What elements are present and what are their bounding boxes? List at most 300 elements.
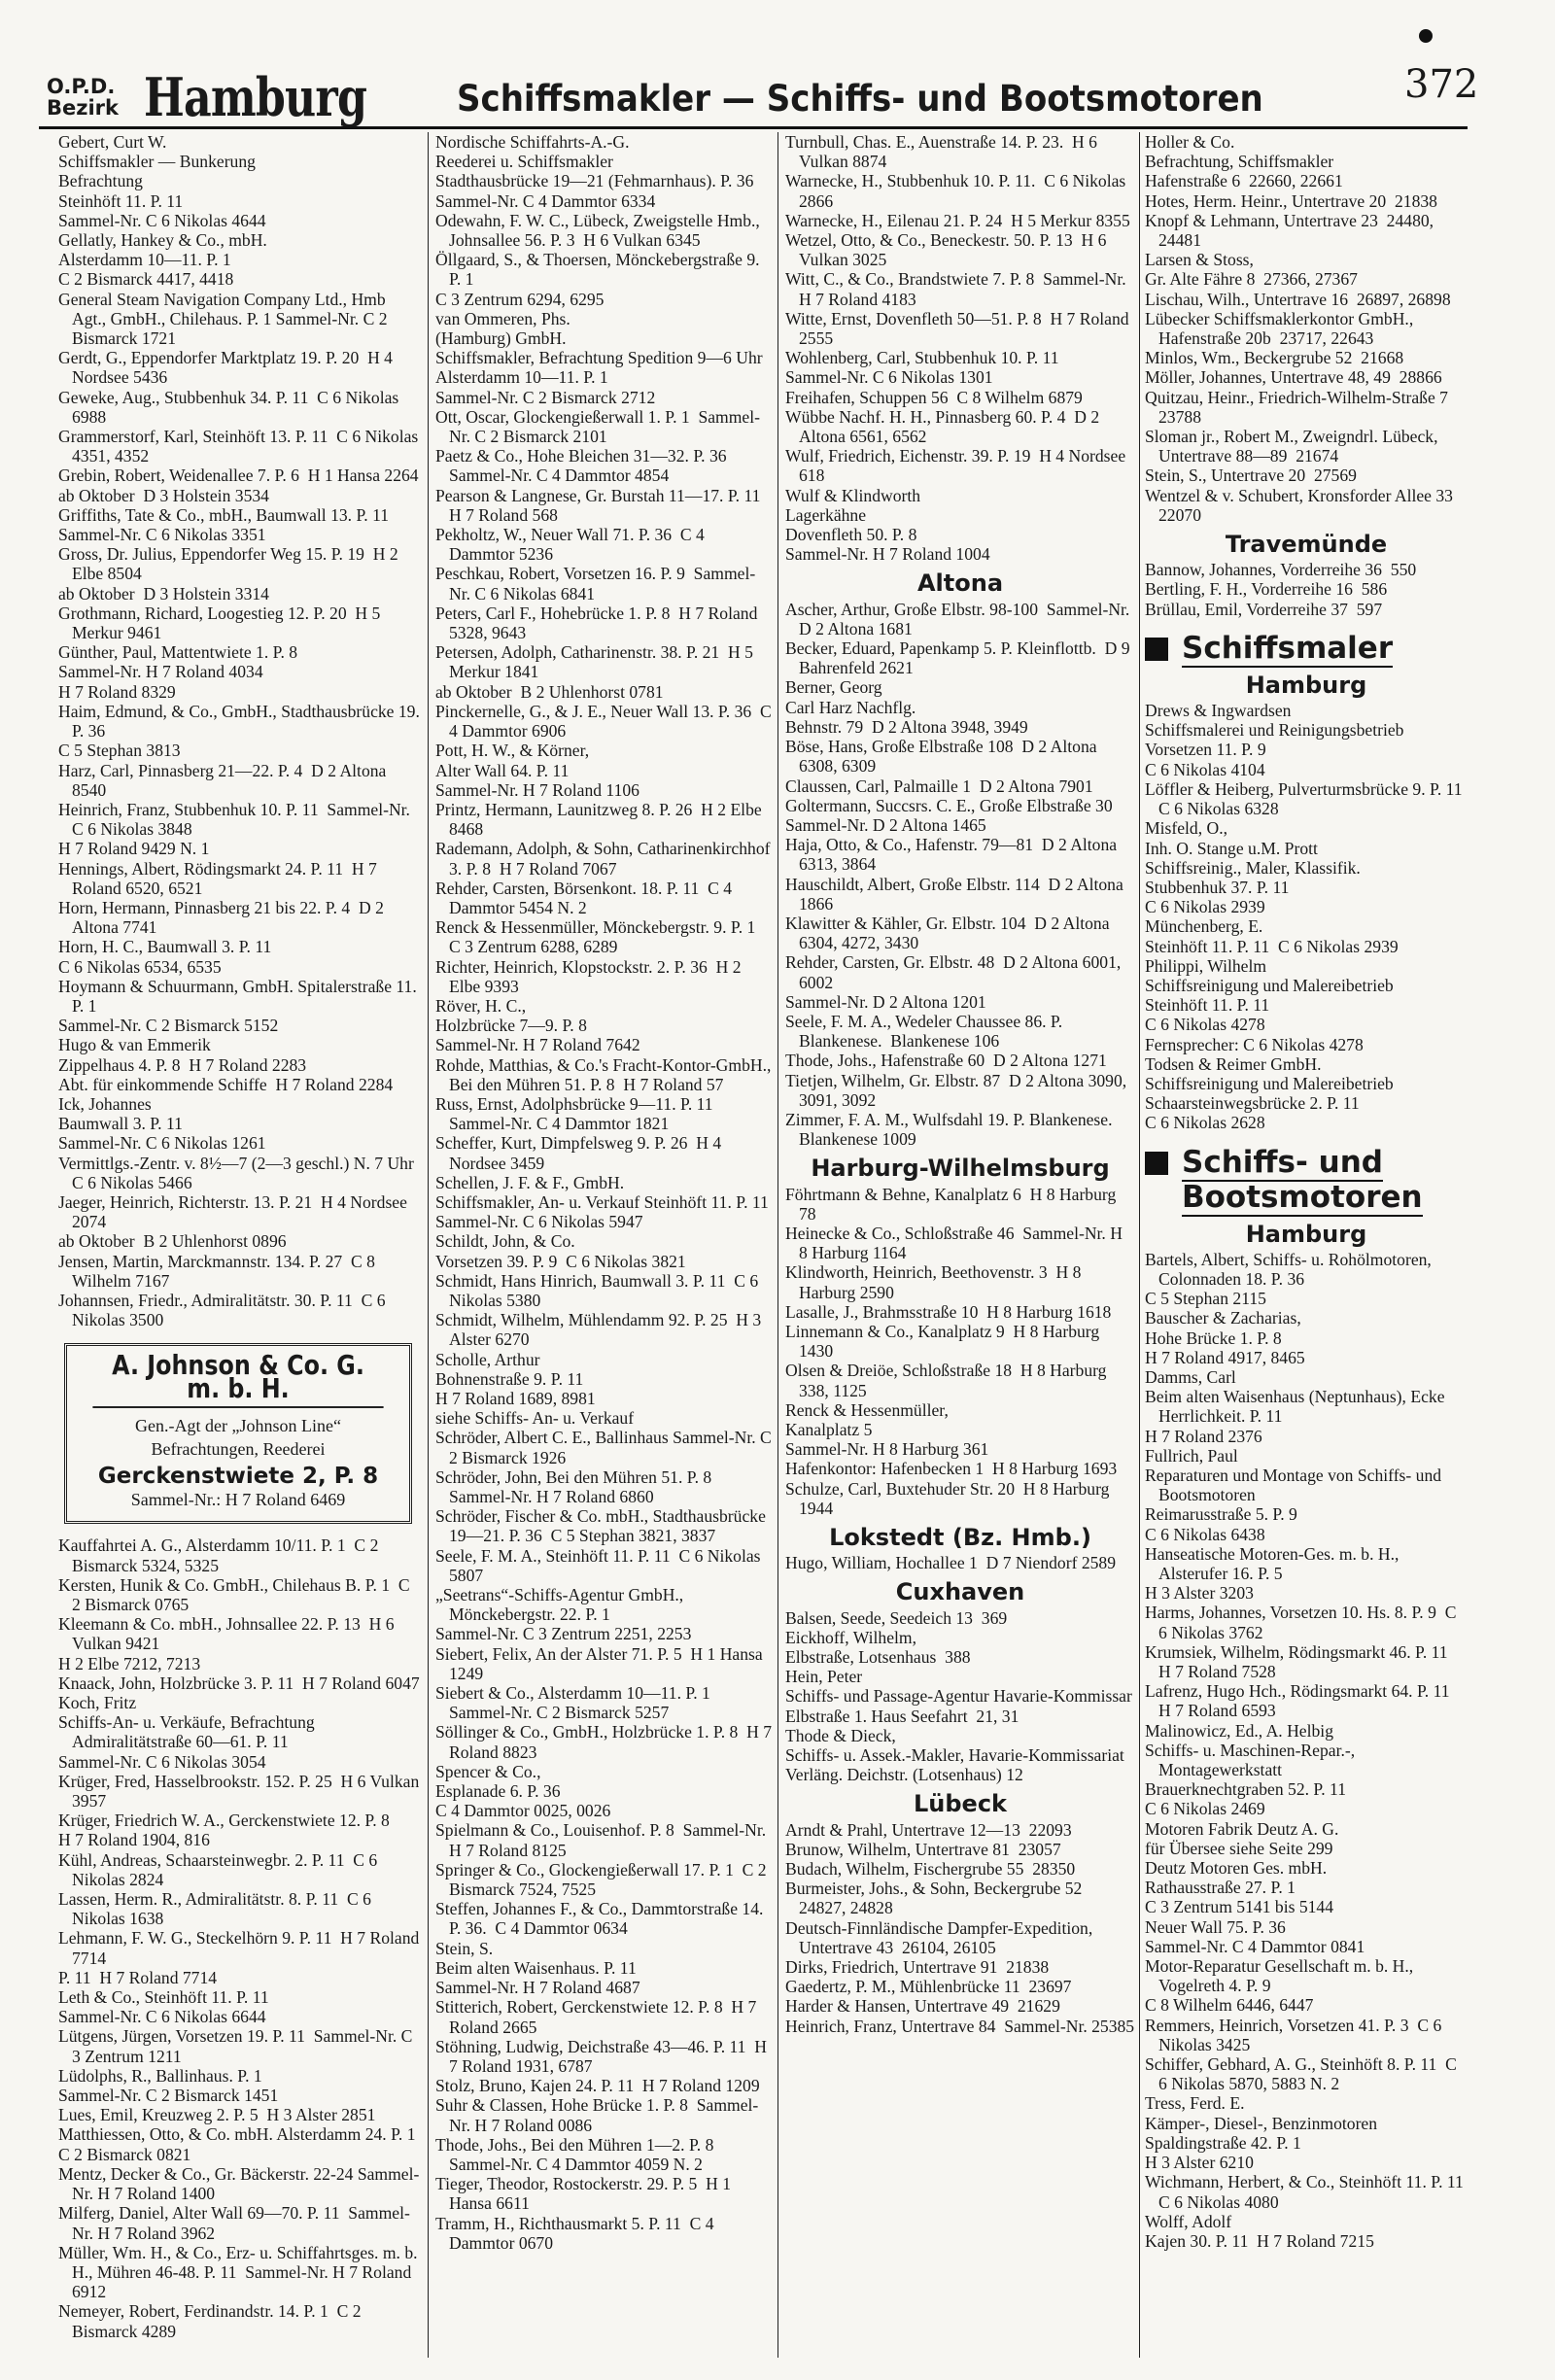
directory-entry: Zimmer, F. A. M., Wulfsdahl 19. P. Blankenese. Blankenese 1009 (785, 1109, 1122, 1150)
directory-entry: ab Oktober D 3 Holstein 3314 (58, 583, 269, 604)
directory-entry: Seele, F. M. A., Wedeler Chaussee 86. P. Blankenese. Blankenese 106 (785, 1011, 1067, 1052)
directory-entry: „Seetrans“-Schiffs-Agentur GmbH., Mönckebergstr. 22. P. 1 (435, 1585, 688, 1625)
directory-entry: Steffen, Johannes F., & Co., Dammtorstraße 14. P. 36. C 4 Dammtor 0634 (435, 1899, 768, 1939)
section-title: Bootsmotoren (1182, 1179, 1423, 1215)
directory-entry: Fernsprecher: C 6 Nikolas 4278 (1145, 1034, 1364, 1054)
directory-entry: Berner, Georg (785, 677, 882, 698)
city-heading-lokstedt: Lokstedt (Bz. Hmb.) (829, 1524, 1091, 1552)
opd-label: O.P.D. (47, 75, 116, 98)
directory-entry: Damms, Carl (1145, 1366, 1236, 1387)
directory-entry: Tramm, H., Richthausmarkt 5. P. 11 C 4 Dammtor 0670 (435, 2213, 718, 2253)
column-1 (58, 132, 425, 2367)
directory-entry: Sammel-Nr. H 7 Roland 1004 (785, 544, 990, 565)
directory-entry: Gellatly, Hankey & Co., mbH. (58, 230, 267, 251)
directory-entry: C 2 Bismarck 4417, 4418 (58, 269, 234, 290)
directory-entry: Reimarusstraße 5. P. 9 (1145, 1504, 1297, 1525)
directory-entry: Goltermann, Succsrs. C. E., Große Elbstraße 30 (785, 795, 1113, 815)
directory-entry: H 7 Roland 9429 N. 1 (58, 839, 210, 859)
directory-entry: Sammel-Nr. C 6 Nikolas 1301 (785, 367, 993, 388)
directory-entry: Schiffsmakler — Bunkerung (58, 152, 256, 172)
directory-entry: Zippelhaus 4. P. 8 H 7 Roland 2283 (58, 1054, 307, 1075)
directory-entry: Steinhöft 11. P. 11 (1145, 995, 1270, 1016)
directory-entry: Haja, Otto, & Co., Hafenstr. 79—81 D 2 Altona 6313, 3864 (785, 835, 1122, 875)
directory-entry: C 3 Zentrum 5141 bis 5144 (1145, 1897, 1334, 1917)
directory-entry: Sammel-Nr. C 6 Nikolas 6644 (58, 2007, 266, 2027)
directory-entry: Vorsetzen 39. P. 9 C 6 Nikolas 3821 (435, 1251, 686, 1271)
directory-entry: Bertling, F. H., Vorderreihe 16 586 (1145, 579, 1388, 600)
directory-entry: Schiffsmalerei und Reinigungsbetrieb (1145, 720, 1404, 741)
city-heading-altona: Altona (916, 569, 1004, 598)
directory-entry: Alsterdamm 10—11. P. 1 (435, 367, 608, 388)
directory-entry: Lafrenz, Hugo Hch., Rödingsmarkt 64. P. 11 H 7 Roland 6593 (1145, 1681, 1459, 1721)
directory-entry: Grebin, Robert, Weidenallee 7. P. 6 H 1 Hansa 2264 (58, 466, 419, 486)
directory-entry: Verläng. Deichstr. (Lotsenhaus) 12 (785, 1765, 1023, 1785)
directory-entry: P. 11 H 7 Roland 7714 (58, 1967, 218, 1987)
directory-entry: Lehmann, F. W. G., Steckelhörn 9. P. 11 H 7 Roland 7714 (58, 1928, 424, 1968)
directory-entry: Motoren Fabrik Deutz A. G. (1145, 1818, 1339, 1839)
directory-entry: Hugo, William, Hochallee 1 D 7 Niendorf 2589 (785, 1553, 1117, 1573)
directory-entry: Nordische Schiffahrts-A.-G. (435, 132, 630, 152)
directory-entry: C 6 Nikolas 6438 (1145, 1524, 1265, 1544)
directory-entry: Gebert, Curt W. (58, 132, 167, 152)
city-heading-hamburg: Hamburg (1245, 671, 1367, 699)
directory-entry: Budach, Wilhelm, Fischergrube 55 28350 (785, 1859, 1076, 1880)
directory-entry: Holzbrücke 7—9. P. 8 (435, 1016, 587, 1036)
directory-entry: Lagerkähne (785, 504, 867, 525)
directory-entry: Stadthausbrücke 19—21 (Fehmarnhaus). P. 36 (435, 171, 754, 191)
directory-entry: Knopf & Lehmann, Untertrave 23 24480, 24481 (1145, 210, 1438, 251)
city-heading: Hamburg (144, 66, 367, 128)
page-number: 372 (1404, 62, 1479, 107)
directory-entry: Paetz & Co., Hohe Bleichen 31—32. P. 36 Sammel-Nr. C 4 Dammtor 4854 (435, 446, 731, 486)
directory-entry: Hugo & van Emmerik (58, 1035, 211, 1055)
directory-entry: Bartels, Albert, Schiffs- u. Rohölmotoren, Colonnaden 18. P. 36 (1145, 1249, 1436, 1289)
directory-entry: C 8 Wilhelm 6446, 6447 (1145, 1995, 1314, 2016)
directory-entry: Schulze, Carl, Buxtehuder Str. 20 H 8 Harburg 1944 (785, 1478, 1114, 1518)
entry-list (785, 132, 1135, 564)
directory-entry: Gaedertz, P. M., Mühlenbrücke 11 23697 (785, 1977, 1072, 1997)
directory-entry: Bauscher & Zacharias, (1145, 1308, 1301, 1328)
directory-entry: Baumwall 3. P. 11 (58, 1114, 183, 1134)
directory-entry: Malinowicz, Ed., A. Helbig (1145, 1720, 1333, 1741)
directory-entry: für Übersee siehe Seite 299 (1145, 1838, 1333, 1858)
directory-entry: Alter Wall 64. P. 11 (435, 760, 570, 780)
entry-list (58, 132, 425, 1330)
directory-entry: Sloman jr., Robert M., Zweigndrl. Lübeck, Untertrave 88—89 21674 (1145, 427, 1442, 466)
directory-entry: Larsen & Stoss, (1145, 250, 1254, 270)
directory-entry: Witte, Ernst, Dovenfleth 50—51. P. 8 H 7 Roland 2555 (785, 308, 1133, 349)
directory-entry: Lübecker Schiffsmaklerkontor GmbH., Hafenstraße 20b 23717, 22643 (1145, 308, 1418, 349)
directory-entry: Beim alten Waisenhaus. P. 11 (435, 1957, 637, 1978)
directory-entry: Sammel-Nr. C 4 Dammtor 6334 (435, 190, 656, 211)
directory-entry: Hanseatische Motoren-Ges. m. b. H., Alsterufer 16. P. 5 (1145, 1543, 1402, 1583)
directory-entry: Seele, F. M. A., Steinhöft 11. P. 11 C 6 Nikolas 5807 (435, 1545, 765, 1585)
directory-entry: Steinhöft 11. P. 11 C 6 Nikolas 2939 (1145, 936, 1399, 956)
directory-entry: Sammel-Nr. H 7 Roland 1106 (435, 779, 639, 800)
directory-entry: Schiffs-An- u. Verkäufe, Befrachtung Admiralitätstraße 60—61. P. 11 (58, 1712, 319, 1752)
directory-entry: Peschkau, Robert, Vorsetzen 16. P. 9 Sammel-Nr. C 6 Nikolas 6841 (435, 564, 756, 604)
section-title: Schiffsmaler (1182, 630, 1394, 666)
directory-entry: Russ, Ernst, Adolphsbrücke 9—11. P. 11 Sammel-Nr. C 4 Dammtor 1821 (435, 1093, 722, 1134)
directory-entry: Kühl, Andreas, Schaarsteinwegbr. 2. P. 11 C 6 Nikolas 2824 (58, 1849, 382, 1889)
directory-entry: Deutsch-Finnländische Dampfer-Expedition, Untertrave 43 26104, 26105 (785, 1917, 1097, 1957)
directory-entry: Misfeld, O., (1145, 818, 1228, 839)
directory-entry: Horn, Hermann, Pinnasberg 21 bis 22. P. 4 D 2 Altona 7741 (58, 897, 388, 938)
directory-entry: H 3 Alster 6210 (1145, 2153, 1254, 2173)
directory-entry: Sammel-Nr. H 7 Roland 7642 (435, 1035, 640, 1055)
directory-entry: Wübbe Nachf. H. H., Pinnasberg 60. P. 4 D 2 Altona 6561, 6562 (785, 406, 1103, 447)
directory-entry: Tietjen, Wilhelm, Gr. Elbstr. 87 D 2 Altona 3090, 3091, 3092 (785, 1070, 1131, 1110)
directory-entry: C 6 Nikolas 6534, 6535 (58, 956, 222, 977)
city-heading-hamburg: Hamburg (1245, 1220, 1367, 1248)
ad-phone: Sammel-Nr.: H 7 Roland 6469 (130, 1490, 346, 1510)
directory-entry: Motor-Reparatur Gesellschaft m. b. H., Vogelreth 4. P. 9 (1145, 1956, 1418, 1996)
directory-entry: Philippi, Wilhelm (1145, 955, 1267, 976)
district-label (47, 76, 119, 119)
section-heading-schiffsmaler (1145, 631, 1468, 666)
directory-entry: C 2 Bismarck 0821 (58, 2144, 191, 2164)
directory-entry: Möller, Johannes, Untertrave 48, 49 28866 (1145, 367, 1442, 388)
directory-entry: Müller, Wm. H., & Co., Erz- u. Schiffahrtsges. m. b. H., Mühren 46-48. P. 11 Sammel-Nr. H 7 Roland 6912 (58, 2242, 422, 2302)
directory-entry: Schiffsmakler, An- u. Verkauf Steinhöft 11. P. 11 (435, 1191, 769, 1212)
directory-entry: Stitterich, Robert, Gerckenstwiete 12. P. 8 H 7 Roland 2665 (435, 1997, 761, 2037)
directory-entry: Reparaturen und Montage von Schiffs- und Bootsmotoren (1145, 1465, 1446, 1505)
directory-entry: Koch, Fritz (58, 1693, 137, 1713)
directory-entry: C 5 Stephan 3813 (58, 741, 181, 761)
directory-entry: Wetzel, Otto, & Co., Beneckestr. 50. P. 13 H 6 Vulkan 3025 (785, 230, 1111, 270)
directory-entry: Lüdolphs, R., Ballinhaus. P. 1 (58, 2065, 262, 2086)
section-title: Schiffs- und (1182, 1144, 1383, 1180)
directory-entry: Grothmann, Richard, Loogestieg 12. P. 20 H 5 Merkur 9461 (58, 603, 385, 643)
directory-entry: Scheffer, Kurt, Dimpfelsweg 9. P. 26 H 4 Nordsee 3459 (435, 1133, 726, 1173)
directory-entry: Reederei u. Schiffsmakler (435, 152, 613, 172)
directory-entry: Lassen, Herm. R., Admiralitätstr. 8. P. 11 C 6 Nikolas 1638 (58, 1889, 376, 1929)
directory-entry: H 2 Elbe 7212, 7213 (58, 1653, 201, 1673)
directory-entry: ab Oktober B 2 Uhlenhorst 0781 (435, 681, 664, 702)
directory-entry: Leth & Co., Steinhöft 11. P. 11 (58, 1987, 269, 2008)
johnson-advertisement (64, 1343, 412, 1524)
directory-entry: Gross, Dr. Julius, Eppendorfer Weg 15. P. 19 H 2 Elbe 8504 (58, 544, 403, 584)
column-3 (785, 132, 1135, 2367)
directory-entry: Esplanade 6. P. 36 (435, 1781, 561, 1802)
ad-company-name: A. Johnson & Co. G. m. b. H. (92, 1354, 383, 1408)
directory-entry: Heinecke & Co., Schloßstraße 46 Sammel-Nr. H 8 Harburg 1164 (785, 1223, 1127, 1263)
print-mark (1419, 29, 1433, 43)
column-2 (435, 132, 777, 2367)
directory-entry: Renck & Hessenmüller, (785, 1399, 949, 1420)
directory-entry: Peters, Carl F., Hohebrücke 1. P. 8 H 7 Roland 5328, 9643 (435, 603, 762, 643)
directory-entry: Wentzel & v. Schubert, Kronsforder Allee 33 22070 (1145, 485, 1462, 525)
directory-entry: Witt, C., & Co., Brandstwiete 7. P. 8 Sammel-Nr. H 7 Roland 4183 (785, 269, 1131, 309)
directory-entry: Rehder, Carsten, Börsenkont. 18. P. 11 C 4 Dammtor 5454 N. 2 (435, 878, 737, 917)
directory-entry: Turnbull, Chas. E., Auenstraße 14. P. 23. H 6 Vulkan 8874 (785, 132, 1102, 172)
directory-entry: Siebert & Co., Alsterdamm 10—11. P. 1 Sammel-Nr. C 2 Bismarck 5257 (435, 1683, 719, 1723)
header-rule (39, 126, 1468, 129)
directory-entry: Schiffs- und Passage-Agentur Havarie-Kommissar (785, 1686, 1132, 1707)
entry-list (785, 1820, 1135, 2036)
directory-entry: Printz, Hermann, Launitzweg 8. P. 26 H 2 Elbe 8468 (435, 799, 767, 840)
directory-entry: Knaack, John, Holzbrücke 3. P. 11 H 7 Roland 6047 (58, 1673, 420, 1693)
directory-entry: Schiffs- u. Maschinen-Repar.-, Montagewerkstatt (1145, 1740, 1360, 1780)
directory-entry: Geweke, Aug., Stubbenhuk 34. P. 11 C 6 Nikolas 6988 (58, 387, 403, 427)
directory-entry: Kanalplatz 5 (785, 1420, 873, 1439)
column-rule (1139, 132, 1140, 2358)
ad-line: Gen.-Agt der „Johnson Line“ (135, 1416, 341, 1436)
directory-entry: van Ommeren, Phs. (435, 308, 570, 328)
directory-entry: H 7 Roland 4917, 8465 (1145, 1347, 1305, 1367)
directory-entry: Elbstraße 1. Haus Seefahrt 21, 31 (785, 1706, 1019, 1726)
directory-entry: Krüger, Friedrich W. A., Gerckenstwiete 12. P. 8 (58, 1811, 390, 1831)
directory-entry: Hotes, Herm. Heinr., Untertrave 20 21838 (1145, 190, 1437, 211)
directory-entry: Rehder, Carsten, Gr. Elbstr. 48 D 2 Altona 6001, 6002 (785, 952, 1125, 992)
directory-entry: Wulf & Klindworth (785, 485, 921, 505)
directory-entry: Jaeger, Heinrich, Richterstr. 13. P. 21 H 4 Nordsee 2074 (58, 1191, 412, 1232)
directory-entry: Siebert, Felix, An der Alster 71. P. 5 H 1 Hansa 1249 (435, 1643, 768, 1683)
directory-entry: Pinckernelle, G., & J. E., Neuer Wall 13. P. 36 C 4 Dammtor 6906 (435, 701, 777, 742)
directory-entry: Heinrich, Franz, Stubbenhuk 10. P. 11 Sammel-Nr. C 6 Nikolas 3848 (58, 799, 415, 840)
directory-entry: Schröder, Albert C. E., Ballinhaus Sammel-Nr. C 2 Bismarck 1926 (435, 1428, 777, 1467)
directory-entry: Fullrich, Paul (1145, 1445, 1238, 1466)
directory-entry: C 6 Nikolas 4104 (1145, 759, 1265, 779)
city-heading-luebeck: Lübeck (913, 1790, 1008, 1818)
directory-entry: Lischau, Wilh., Untertrave 16 26897, 26898 (1145, 289, 1451, 309)
directory-entry: Sammel-Nr. C 2 Bismarck 2712 (435, 387, 656, 407)
directory-entry: Freihafen, Schuppen 56 C 8 Wilhelm 6879 (785, 387, 1083, 407)
directory-entry: Wolff, Adolf (1145, 2211, 1232, 2231)
directory-entry: Harder & Hansen, Untertrave 49 21629 (785, 1996, 1060, 2017)
directory-entry: Schmidt, Wilhelm, Mühlendamm 92. P. 25 H 3 Alster 6270 (435, 1310, 765, 1350)
directory-entry: C 6 Nikolas 2469 (1145, 1799, 1265, 1819)
directory-entry: Nemeyer, Robert, Ferdinandstr. 14. P. 1 C 2 Bismarck 4289 (58, 2301, 365, 2341)
directory-entry: Scholle, Arthur (435, 1349, 540, 1369)
directory-entry: Sammel-Nr. D 2 Altona 1201 (785, 991, 986, 1012)
directory-entry: C 4 Dammtor 0025, 0026 (435, 1801, 611, 1821)
directory-entry: Wulf, Friedrich, Eichenstr. 39. P. 19 H 4 Nordsee 618 (785, 446, 1130, 486)
directory-entry: Löffler & Heiberg, Pulverturmsbrücke 9. P. 11 C 6 Nikolas 6328 (1145, 778, 1471, 819)
directory-entry: Deutz Motoren Ges. mbH. (1145, 1858, 1328, 1879)
directory-entry: Schiffs- u. Assek.-Makler, Havarie-Kommissariat (785, 1745, 1124, 1766)
directory-entry: Todsen & Reimer GmbH. (1145, 1053, 1322, 1074)
directory-entry: Eickhoff, Wilhelm, (785, 1627, 916, 1647)
directory-entry: Thode, Johs., Bei den Mühren 1—2. P. 8 Sammel-Nr. C 4 Dammtor 4059 N. 2 (435, 2134, 723, 2174)
directory-entry: Behnstr. 79 D 2 Altona 3948, 3949 (785, 716, 1028, 737)
directory-entry: Lasalle, J., Brahmsstraße 10 H 8 Harburg 1618 (785, 1301, 1112, 1322)
directory-entry: Remmers, Heinrich, Vorsetzen 41. P. 3 C 6 Nikolas 3425 (1145, 2015, 1446, 2054)
directory-entry: Burmeister, Johs., & Sohn, Beckergrube 52 24827, 24828 (785, 1879, 1091, 1918)
directory-entry: Horn, H. C., Baumwall 3. P. 11 (58, 937, 272, 957)
directory-entry: Warnecke, H., Stubbenhuk 10. P. 11. C 6 Nikolas 2866 (785, 171, 1130, 211)
directory-entry: H 3 Alster 3203 (1145, 1583, 1254, 1604)
directory-entry: Sammel-Nr. H 7 Roland 4687 (435, 1978, 640, 1998)
directory-entry: Quitzau, Heinr., Friedrich-Wilhelm-Straße 7 23788 (1145, 387, 1457, 427)
directory-entry: Pott, H. W., & Körner, (435, 741, 590, 761)
directory-entry: Böse, Hans, Große Elbstraße 108 D 2 Altona 6308, 6309 (785, 737, 1101, 776)
directory-entry: Haim, Edmund, & Co., GmbH., Stadthausbrücke 19. P. 36 (58, 701, 425, 742)
directory-entry: Tieger, Theodor, Rostockerstr. 29. P. 5 H 1 Hansa 6611 (435, 2174, 736, 2214)
directory-entry: Elbstraße, Lotsenhaus 388 (785, 1647, 971, 1668)
section-heading-motoren (1145, 1145, 1468, 1215)
directory-entry: Thode, Johs., Hafenstraße 60 D 2 Altona 1271 (785, 1051, 1107, 1071)
directory-entry: Lues, Emil, Kreuzweg 2. P. 5 H 3 Alster 2851 (58, 2105, 376, 2125)
directory-entry: Harms, Johannes, Vorsetzen 10. Hs. 8. P. 9 C 6 Nikolas 3762 (1145, 1603, 1461, 1642)
directory-entry: Klindworth, Heinrich, Beethovenstr. 3 H 8 Harburg 2590 (785, 1262, 1086, 1302)
directory-entry: C 6 Nikolas 2628 (1145, 1113, 1265, 1133)
directory-entry: Gerdt, G., Eppendorfer Marktplatz 19. P. 20 H 4 Nordsee 5436 (58, 348, 397, 388)
directory-entry: Brauerknechtgraben 52. P. 11 (1145, 1779, 1346, 1800)
directory-entry: Mentz, Decker & Co., Gr. Bäckerstr. 22-24 Sammel-Nr. H 7 Roland 1400 (58, 2163, 420, 2204)
directory-entry: Sammel-Nr. C 6 Nikolas 3351 (58, 525, 266, 545)
entry-list (785, 1553, 1135, 1572)
directory-entry: Hennings, Albert, Rödingsmarkt 24. P. 11 H 7 Roland 6520, 6521 (58, 858, 382, 898)
directory-entry: Drews & Ingwardsen (1145, 701, 1292, 721)
directory-entry: Grammerstorf, Karl, Steinhöft 13. P. 11 C 6 Nikolas 4351, 4352 (58, 427, 423, 466)
directory-entry: Vorsetzen 11. P. 9 (1145, 740, 1266, 760)
directory-entry: C 3 Zentrum 6294, 6295 (435, 289, 605, 309)
directory-entry: Schellen, J. F. & F., GmbH. (435, 1172, 625, 1192)
directory-entry: Sammel-Nr. C 3 Zentrum 2251, 2253 (435, 1624, 692, 1644)
directory-entry: Becker, Eduard, Papenkamp 5. P. Kleinflottb. D 9 Bahrenfeld 2621 (785, 638, 1134, 678)
directory-entry: Schiffsmakler, Befrachtung Spedition 9—6 Uhr (435, 348, 763, 368)
directory-entry: Renck & Hessenmüller, Mönckebergstr. 9. P. 1 C 3 Zentrum 6288, 6289 (435, 917, 765, 957)
directory-entry: Sammel-Nr. C 6 Nikolas 1261 (58, 1133, 266, 1154)
entry-list (58, 1535, 424, 2341)
directory-entry: Dirks, Friedrich, Untertrave 91 21838 (785, 1957, 1050, 1978)
directory-entry: Befrachtung (58, 171, 143, 191)
directory-entry: Hohe Brücke 1. P. 8 (1145, 1328, 1282, 1348)
directory-entry: Spielmann & Co., Louisenhof. P. 8 Sammel-Nr. H 7 Roland 8125 (435, 1820, 771, 1860)
directory-entry: Stöhning, Ludwig, Deichstraße 43—46. P. 11 H 7 Roland 1931, 6787 (435, 2036, 772, 2076)
directory-entry: Pearson & Langnese, Gr. Burstah 11—17. P. 11 H 7 Roland 568 (435, 485, 770, 525)
directory-entry: Stubbenhuk 37. P. 11 (1145, 877, 1290, 897)
bezirk-label: Bezirk (47, 96, 119, 120)
directory-entry: Wohlenberg, Carl, Stubbenhuk 10. P. 11 (785, 348, 1059, 368)
directory-entry: Kleemann & Co. mbH., Johnsallee 22. P. 13 H 6 Vulkan 9421 (58, 1614, 398, 1654)
directory-entry: Hauschildt, Albert, Große Elbstr. 114 D 2 Altona 1866 (785, 874, 1128, 914)
directory-entry: C 6 Nikolas 2939 (1145, 897, 1265, 917)
directory-entry: Sammel-Nr. C 6 Nikolas 4644 (58, 210, 266, 230)
directory-entry: Schröder, John, Bei den Mühren 51. P. 8 Sammel-Nr. H 7 Roland 6860 (435, 1466, 720, 1507)
city-heading-travemuende: Travemünde (1225, 531, 1388, 559)
directory-entry: Olsen & Dreiöe, Schloßstraße 18 H 8 Harburg 338, 1125 (785, 1361, 1111, 1400)
directory-entry: Sammel-Nr. C 2 Bismarck 1451 (58, 2086, 279, 2106)
directory-entry: Vermittlgs.-Zentr. v. 8½—7 (2—3 geschl.) N. 7 Uhr C 6 Nikolas 5466 (58, 1153, 419, 1192)
directory-entry: Befrachtung, Schiffsmakler (1145, 152, 1334, 172)
city-heading-cuxhaven: Cuxhaven (895, 1578, 1025, 1606)
directory-entry: Neuer Wall 75. P. 36 (1145, 1916, 1286, 1937)
directory-entry: Söllinger & Co., GmbH., Holzbrücke 1. P. 8 H 7 Roland 8823 (435, 1722, 777, 1762)
directory-entry: Krumsiek, Wilhelm, Rödingsmarkt 46. P. 11 H 7 Roland 7528 (1145, 1641, 1457, 1682)
directory-entry: Harz, Carl, Pinnasberg 21—22. P. 4 D 2 Altona 8540 (58, 760, 391, 800)
directory-entry: (Hamburg) GmbH. (435, 328, 567, 349)
directory-entry: Ick, Johannes (58, 1093, 152, 1114)
directory-entry: Sammel-Nr. C 6 Nikolas 3054 (58, 1751, 266, 1772)
directory-entry: H 7 Roland 2376 (1145, 1426, 1262, 1446)
entry-list (785, 1608, 1135, 1785)
directory-entry: Schmidt, Hans Hinrich, Baumwall 3. P. 11 C 6 Nikolas 5380 (435, 1270, 763, 1310)
directory-entry: Stein, S. (435, 1938, 494, 1958)
directory-entry: Spencer & Co., (435, 1761, 541, 1781)
directory-entry: Kauffahrtei A. G., Alsterdamm 10/11. P. 1 C 2 Bismarck 5324, 5325 (58, 1535, 383, 1575)
directory-entry: Ascher, Arthur, Große Elbstr. 98-100 Sammel-Nr. D 2 Altona 1681 (785, 599, 1134, 638)
directory-entry: Suhr & Classen, Hohe Brücke 1. P. 8 Sammel-Nr. H 7 Roland 0086 (435, 2095, 759, 2135)
directory-entry: Dovenfleth 50. P. 8 (785, 525, 917, 545)
directory-entry: Kämper-, Diesel-, Benzinmotoren (1145, 2113, 1378, 2133)
directory-entry: Alsterdamm 10—11. P. 1 (58, 250, 231, 270)
directory-entry: ab Oktober B 2 Uhlenhorst 0896 (58, 1231, 287, 1252)
directory-entry: Rathausstraße 27. P. 1 (1145, 1878, 1296, 1898)
directory-entry: Sammel-Nr. H 7 Roland 4034 (58, 662, 263, 682)
directory-entry: Matthiessen, Otto, & Co. mbH. Alsterdamm 24. P. 1 (58, 2124, 416, 2145)
directory-entry: Spaldingstraße 42. P. 1 (1145, 2132, 1301, 2153)
ad-line: Befrachtungen, Reederei (151, 1439, 326, 1460)
directory-entry: Sammel-Nr. C 6 Nikolas 5947 (435, 1212, 643, 1232)
directory-entry: Warnecke, H., Eilenau 21. P. 24 H 5 Merkur 8355 (785, 210, 1130, 230)
page-title: Schiffsmakler — Schiffs- und Bootsmotoren (457, 78, 1263, 120)
ad-street: Gerckenstwiete 2, P. 8 (97, 1464, 379, 1490)
directory-entry: Klawitter & Kähler, Gr. Elbstr. 104 D 2 Altona 6304, 4272, 3430 (785, 913, 1114, 953)
directory-entry: Jensen, Martin, Marckmannstr. 134. P. 27 C 8 Wilhelm 7167 (58, 1251, 380, 1291)
directory-entry: Arndt & Prahl, Untertrave 12—13 22093 (785, 1819, 1072, 1840)
directory-entry: Ott, Oscar, Glockengießerwall 1. P. 1 Sammel-Nr. C 2 Bismarck 2101 (435, 406, 760, 447)
directory-entry: Schaarsteinwegsbrücke 2. P. 11 (1145, 1093, 1360, 1114)
directory-entry: Brüllau, Emil, Vorderreihe 37 597 (1145, 599, 1383, 619)
directory-entry: Rademann, Adolph, & Sohn, Catharinenkirchhof 3. P. 8 H 7 Roland 7067 (435, 839, 775, 879)
section-marker-icon (1145, 1152, 1168, 1175)
directory-entry: ab Oktober D 3 Holstein 3534 (58, 485, 269, 505)
directory-entry: Steinhöft 11. P. 11 (58, 190, 184, 211)
entry-list (435, 132, 777, 2253)
directory-entry: Linnemann & Co., Kanalplatz 9 H 8 Harburg 1430 (785, 1321, 1104, 1362)
directory-entry: Wichmann, Herbert, & Co., Steinhöft 11. P. 11 C 6 Nikolas 4080 (1145, 2172, 1472, 2212)
directory-entry: Röver, H. C., (435, 995, 527, 1016)
directory-entry: Holler & Co. (1145, 132, 1235, 152)
directory-entry: Sammel-Nr. D 2 Altona 1465 (785, 814, 986, 835)
entry-list (785, 600, 1135, 1150)
directory-entry: Brunow, Wilhelm, Untertrave 81 23057 (785, 1839, 1061, 1859)
entry-list (1145, 560, 1468, 619)
directory-entry: Krüger, Fred, Hasselbrookstr. 152. P. 25 H 6 Vulkan 3957 (58, 1771, 424, 1811)
directory-entry: H 7 Roland 8329 (58, 681, 176, 702)
directory-entry: Bannow, Johannes, Vorderreihe 36 550 (1145, 560, 1417, 580)
directory-entry: Kajen 30. P. 11 H 7 Roland 7215 (1145, 2230, 1374, 2251)
directory-entry: Milferg, Daniel, Alter Wall 69—70. P. 11 Sammel-Nr. H 7 Roland 3962 (58, 2203, 410, 2243)
directory-entry: Inh. O. Stange u.M. Prott (1145, 838, 1318, 858)
directory-entry: Hafenkontor: Hafenbecken 1 H 8 Harburg 1693 (785, 1459, 1118, 1479)
directory-entry: Günther, Paul, Mattentwiete 1. P. 8 (58, 642, 298, 663)
column-rule (428, 132, 429, 2358)
directory-entry: Föhrtmann & Behne, Kanalplatz 6 H 8 Harburg 78 (785, 1184, 1121, 1224)
directory-entry: C 5 Stephan 2115 (1145, 1289, 1266, 1309)
directory-entry: Sammel-Nr. C 2 Bismarck 5152 (58, 1016, 279, 1036)
directory-entry: Hein, Peter (785, 1667, 863, 1687)
directory-entry: Heinrich, Franz, Untertrave 84 Sammel-Nr. 25385 (785, 2016, 1135, 2036)
directory-entry: Stolz, Bruno, Kajen 24. P. 11 H 7 Roland 1209 (435, 2076, 760, 2096)
section-marker-icon (1145, 638, 1168, 661)
directory-entry: Claussen, Carl, Palmaille 1 D 2 Altona 7901 (785, 776, 1093, 796)
directory-entry: H 7 Roland 1689, 8981 (435, 1389, 596, 1408)
directory-entry: Hafenstraße 6 22660, 22661 (1145, 171, 1343, 191)
city-heading-harburg: Harburg-Wilhelmsburg (811, 1155, 1110, 1183)
directory-entry: Stein, S., Untertrave 20 27569 (1145, 466, 1357, 486)
directory-entry: siehe Schiffs- An- u. Verkauf (435, 1408, 635, 1429)
directory-entry: Kersten, Hunik & Co. GmbH., Chilehaus B. P. 1 C 2 Bismarck 0765 (58, 1574, 415, 1614)
directory-entry: H 7 Roland 1904, 816 (58, 1830, 210, 1850)
directory-entry: Münchenberg, E. (1145, 916, 1263, 937)
directory-entry: Schiffsreinigung und Malereibetrieb (1145, 1073, 1394, 1093)
directory-entry: Tress, Ferd. E. (1145, 2093, 1245, 2114)
entry-list (1145, 701, 1471, 1133)
directory-entry: Odewahn, F. W. C., Lübeck, Zweigstelle Hmb., Johnsallee 56. P. 3 H 6 Vulkan 6345 (435, 210, 765, 251)
